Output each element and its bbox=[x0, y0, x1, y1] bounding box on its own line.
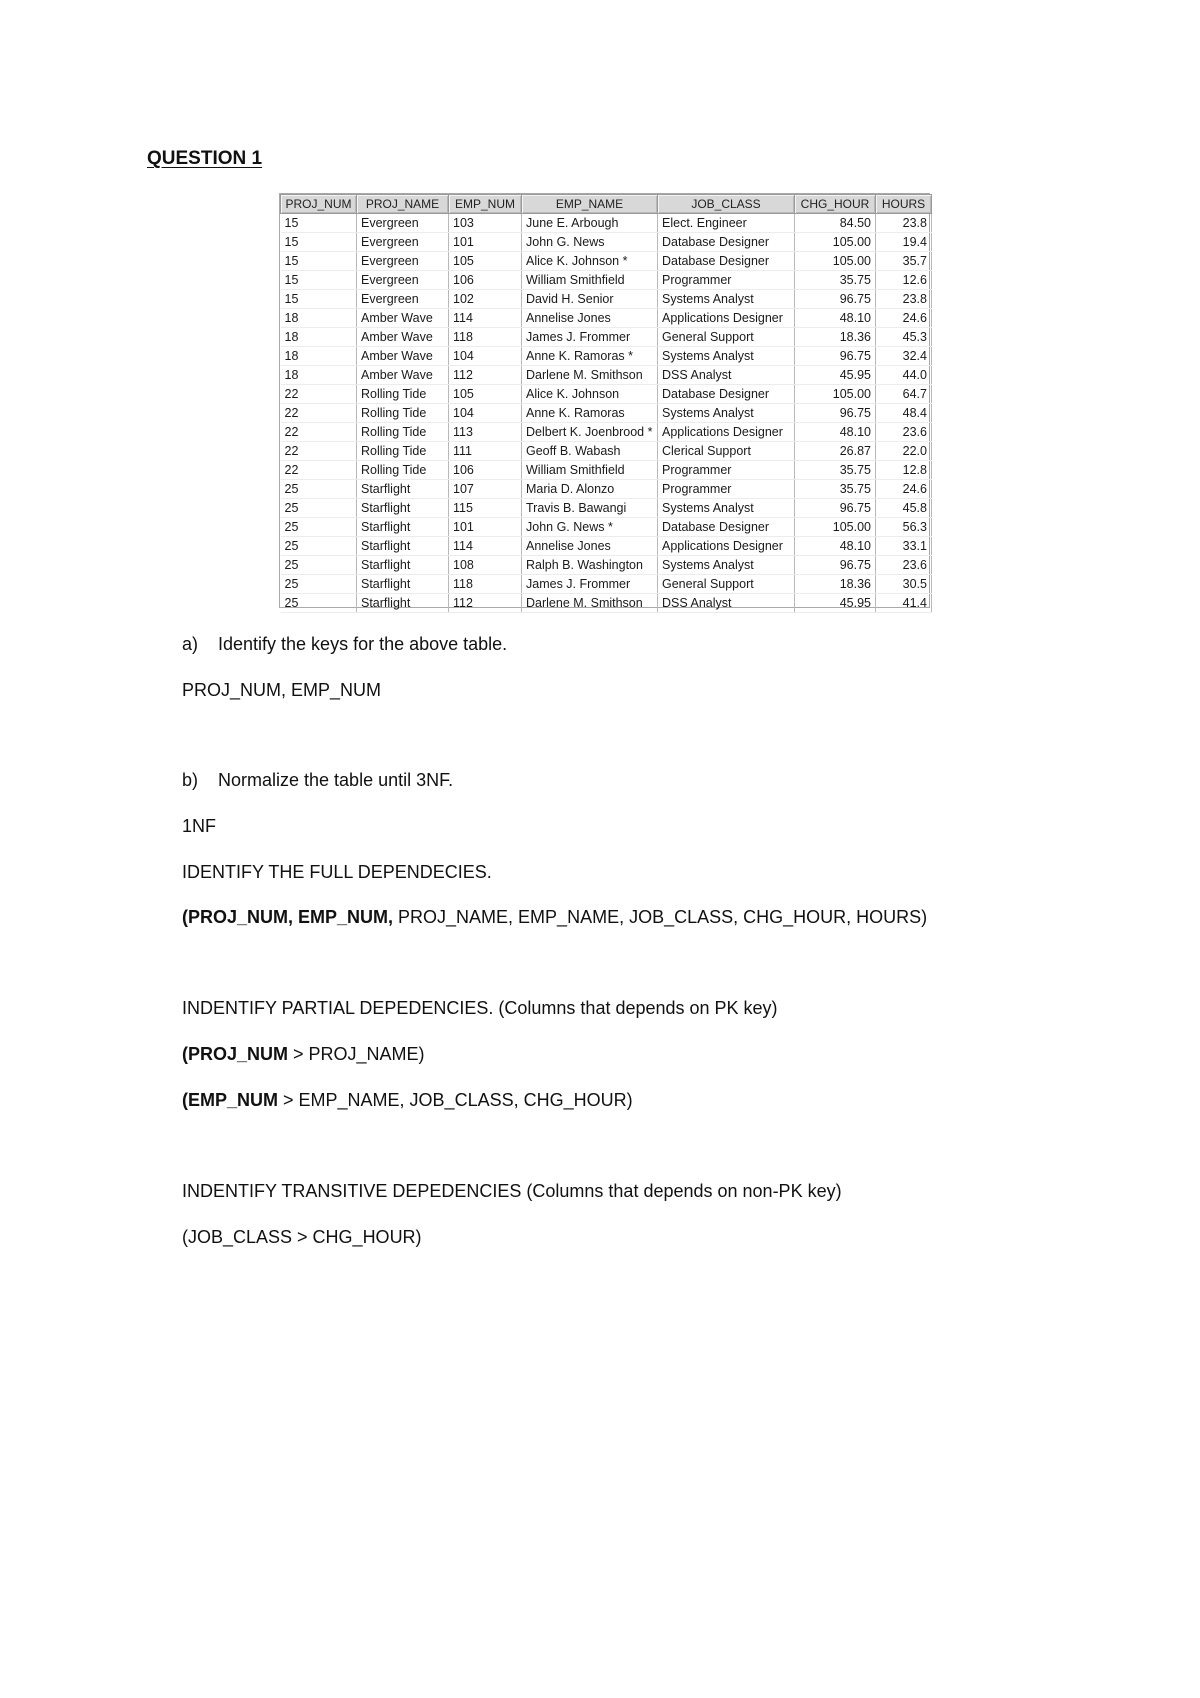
part-a-label: a) bbox=[182, 634, 199, 654]
table-cell: Applications Designer bbox=[658, 537, 795, 556]
table-cell: 35.75 bbox=[795, 480, 876, 499]
table-cell: 22.0 bbox=[876, 442, 932, 461]
table-cell: John G. News * bbox=[522, 518, 658, 537]
table-cell: Evergreen bbox=[357, 252, 449, 271]
partial-dependency-2-key: (EMP_NUM bbox=[182, 1090, 279, 1110]
table-cell: 41.4 bbox=[876, 594, 932, 613]
table-cell: 104 bbox=[449, 347, 522, 366]
full-dependencies-heading: IDENTIFY THE FULL DEPENDECIES. bbox=[182, 862, 492, 882]
table-cell: DSS Analyst bbox=[658, 594, 795, 613]
table-cell: Starflight bbox=[357, 480, 449, 499]
table-cell: Evergreen bbox=[357, 233, 449, 252]
table-cell: 35.7 bbox=[876, 252, 932, 271]
table-cell: James J. Frommer bbox=[522, 575, 658, 594]
table-cell: Alice K. Johnson bbox=[522, 385, 658, 404]
part-a-question bbox=[182, 634, 507, 655]
table-cell: Ralph B. Washington bbox=[522, 556, 658, 575]
table-cell: Applications Designer bbox=[658, 423, 795, 442]
table-cell: Maria D. Alonzo bbox=[522, 480, 658, 499]
table-cell: Rolling Tide bbox=[357, 385, 449, 404]
table-row bbox=[281, 575, 932, 594]
table-cell: William Smithfield bbox=[522, 271, 658, 290]
table-cell: 118 bbox=[449, 575, 522, 594]
table-cell: Systems Analyst bbox=[658, 556, 795, 575]
table-cell: Darlene M. Smithson bbox=[522, 594, 658, 613]
table-cell: 33.1 bbox=[876, 537, 932, 556]
table-cell: Amber Wave bbox=[357, 309, 449, 328]
transitive-dependency-1: (JOB_CLASS > CHG_HOUR) bbox=[182, 1227, 422, 1247]
table-row bbox=[281, 233, 932, 252]
table-cell: Amber Wave bbox=[357, 366, 449, 385]
table-cell: Rolling Tide bbox=[357, 404, 449, 423]
table-cell: 115 bbox=[449, 499, 522, 518]
table-cell: 25 bbox=[281, 499, 357, 518]
table-row bbox=[281, 556, 932, 575]
partial-dependency-1 bbox=[182, 1044, 425, 1065]
table-cell: Programmer bbox=[658, 271, 795, 290]
table-cell: 23.6 bbox=[876, 423, 932, 442]
column-header: EMP_NAME bbox=[522, 195, 658, 214]
table-cell: 112 bbox=[449, 366, 522, 385]
table-row bbox=[281, 518, 932, 537]
table-cell: 19.4 bbox=[876, 233, 932, 252]
table-row bbox=[281, 423, 932, 442]
part-b-question bbox=[182, 770, 453, 791]
table-cell: 32.4 bbox=[876, 347, 932, 366]
part-b-text: Normalize the table until 3NF. bbox=[218, 770, 454, 790]
table-cell: Rolling Tide bbox=[357, 423, 449, 442]
table-cell: 48.10 bbox=[795, 537, 876, 556]
table-cell: 105.00 bbox=[795, 252, 876, 271]
table-cell: Evergreen bbox=[357, 214, 449, 233]
table-cell: 35.75 bbox=[795, 271, 876, 290]
table-cell: 113 bbox=[449, 423, 522, 442]
table-cell: 18 bbox=[281, 309, 357, 328]
table-cell: 15 bbox=[281, 214, 357, 233]
table-cell: 22 bbox=[281, 385, 357, 404]
table-cell: 45.8 bbox=[876, 499, 932, 518]
table-row bbox=[281, 594, 932, 613]
table-cell: 18 bbox=[281, 347, 357, 366]
partial-dependencies-heading: INDENTIFY PARTIAL DEPEDENCIES. (Columns that depends on PK key) bbox=[182, 998, 778, 1018]
table-cell: William Smithfield bbox=[522, 461, 658, 480]
table-cell: Annelise Jones bbox=[522, 309, 658, 328]
table-cell: Starflight bbox=[357, 518, 449, 537]
table-row bbox=[281, 328, 932, 347]
table-cell: 105.00 bbox=[795, 233, 876, 252]
table-cell: 18 bbox=[281, 366, 357, 385]
partial-dependency-2 bbox=[182, 1090, 633, 1111]
table-cell: 23.6 bbox=[876, 556, 932, 575]
table-cell: Programmer bbox=[658, 480, 795, 499]
part-b-label: b) bbox=[182, 770, 199, 790]
table-cell: 96.75 bbox=[795, 499, 876, 518]
table-cell: Starflight bbox=[357, 537, 449, 556]
table-header-row bbox=[281, 195, 932, 214]
table-cell: Database Designer bbox=[658, 233, 795, 252]
table-cell: 22 bbox=[281, 442, 357, 461]
table-cell: 96.75 bbox=[795, 290, 876, 309]
transitive-dependencies-heading: INDENTIFY TRANSITIVE DEPEDENCIES (Columns that depends on non-PK key) bbox=[182, 1181, 842, 1201]
table-cell: 25 bbox=[281, 480, 357, 499]
table-cell: 114 bbox=[449, 309, 522, 328]
table-cell: 15 bbox=[281, 252, 357, 271]
table-cell: Systems Analyst bbox=[658, 290, 795, 309]
table-cell: David H. Senior bbox=[522, 290, 658, 309]
table-cell: 30.5 bbox=[876, 575, 932, 594]
table-cell: 108 bbox=[449, 556, 522, 575]
table-cell: 18.36 bbox=[795, 575, 876, 594]
table-cell: 15 bbox=[281, 271, 357, 290]
full-dependencies bbox=[182, 907, 927, 928]
table-cell: 104 bbox=[449, 404, 522, 423]
table-cell: 24.6 bbox=[876, 309, 932, 328]
column-header: HOURS bbox=[876, 195, 932, 214]
table-cell: John G. News bbox=[522, 233, 658, 252]
table-cell: Evergreen bbox=[357, 271, 449, 290]
table-cell: Rolling Tide bbox=[357, 461, 449, 480]
table-cell: Rolling Tide bbox=[357, 442, 449, 461]
table-cell: 12.8 bbox=[876, 461, 932, 480]
table-cell: 84.50 bbox=[795, 214, 876, 233]
table-cell: 105 bbox=[449, 252, 522, 271]
table-cell: 12.6 bbox=[876, 271, 932, 290]
data-table bbox=[280, 194, 932, 613]
table-cell: Systems Analyst bbox=[658, 499, 795, 518]
table-cell: June E. Arbough bbox=[522, 214, 658, 233]
nf-heading: 1NF bbox=[182, 816, 217, 836]
table-cell: 106 bbox=[449, 271, 522, 290]
table-cell: Travis B. Bawangi bbox=[522, 499, 658, 518]
table-cell: Amber Wave bbox=[357, 328, 449, 347]
table-cell: 105.00 bbox=[795, 385, 876, 404]
full-dependencies-columns: PROJ_NAME, EMP_NAME, JOB_CLASS, CHG_HOUR, HOURS) bbox=[393, 907, 928, 927]
table-cell: 23.8 bbox=[876, 214, 932, 233]
table-cell: 118 bbox=[449, 328, 522, 347]
table-cell: Darlene M. Smithson bbox=[522, 366, 658, 385]
table-cell: Anne K. Ramoras bbox=[522, 404, 658, 423]
table-cell: 106 bbox=[449, 461, 522, 480]
column-header: EMP_NUM bbox=[449, 195, 522, 214]
partial-dependency-1-columns: > PROJ_NAME) bbox=[288, 1044, 425, 1064]
partial-dependency-1-key: (PROJ_NUM bbox=[182, 1044, 289, 1064]
table-cell: Database Designer bbox=[658, 252, 795, 271]
table-cell: 25 bbox=[281, 575, 357, 594]
table-cell: 102 bbox=[449, 290, 522, 309]
table-cell: 103 bbox=[449, 214, 522, 233]
table-cell: 45.95 bbox=[795, 366, 876, 385]
table-cell: 112 bbox=[449, 594, 522, 613]
table-cell: 45.95 bbox=[795, 594, 876, 613]
table-cell: Database Designer bbox=[658, 518, 795, 537]
table-cell: 44.0 bbox=[876, 366, 932, 385]
table-cell: 56.3 bbox=[876, 518, 932, 537]
table-row bbox=[281, 309, 932, 328]
table-row bbox=[281, 461, 932, 480]
table-cell: 22 bbox=[281, 404, 357, 423]
table-cell: Alice K. Johnson * bbox=[522, 252, 658, 271]
table-row bbox=[281, 252, 932, 271]
table-cell: 25 bbox=[281, 518, 357, 537]
table-cell: Anne K. Ramoras * bbox=[522, 347, 658, 366]
table-cell: Clerical Support bbox=[658, 442, 795, 461]
part-a-answer: PROJ_NUM, EMP_NUM bbox=[182, 680, 382, 700]
table-cell: 64.7 bbox=[876, 385, 932, 404]
table-cell: Delbert K. Joenbrood * bbox=[522, 423, 658, 442]
column-header: PROJ_NUM bbox=[281, 195, 357, 214]
table-cell: Geoff B. Wabash bbox=[522, 442, 658, 461]
table-cell: 25 bbox=[281, 537, 357, 556]
table-cell: DSS Analyst bbox=[658, 366, 795, 385]
table-cell: 96.75 bbox=[795, 404, 876, 423]
table-cell: 96.75 bbox=[795, 347, 876, 366]
table-row bbox=[281, 214, 932, 233]
table-row bbox=[281, 537, 932, 556]
column-header: JOB_CLASS bbox=[658, 195, 795, 214]
table-cell: Annelise Jones bbox=[522, 537, 658, 556]
partial-dependency-2-columns: > EMP_NAME, JOB_CLASS, CHG_HOUR) bbox=[278, 1090, 633, 1110]
table-cell: Starflight bbox=[357, 499, 449, 518]
column-header: CHG_HOUR bbox=[795, 195, 876, 214]
table-cell: Systems Analyst bbox=[658, 347, 795, 366]
table-cell: 22 bbox=[281, 423, 357, 442]
table-cell: 15 bbox=[281, 290, 357, 309]
question-title: QUESTION 1 bbox=[147, 148, 263, 169]
table-cell: 25 bbox=[281, 556, 357, 575]
table-cell: 96.75 bbox=[795, 556, 876, 575]
table-cell: 24.6 bbox=[876, 480, 932, 499]
table-cell: 18.36 bbox=[795, 328, 876, 347]
table-cell: Systems Analyst bbox=[658, 404, 795, 423]
table-cell: Elect. Engineer bbox=[658, 214, 795, 233]
table-row bbox=[281, 290, 932, 309]
table-cell: Starflight bbox=[357, 575, 449, 594]
table-cell: 105.00 bbox=[795, 518, 876, 537]
table-cell: Evergreen bbox=[357, 290, 449, 309]
column-header: PROJ_NAME bbox=[357, 195, 449, 214]
table-row bbox=[281, 404, 932, 423]
table-cell: Programmer bbox=[658, 461, 795, 480]
table-cell: 18 bbox=[281, 328, 357, 347]
full-dependencies-keys: (PROJ_NUM, EMP_NUM, bbox=[182, 907, 394, 927]
table-row bbox=[281, 480, 932, 499]
part-a-text: Identify the keys for the above table. bbox=[218, 634, 508, 654]
table-cell: James J. Frommer bbox=[522, 328, 658, 347]
table-row bbox=[281, 271, 932, 290]
table-cell: Starflight bbox=[357, 556, 449, 575]
table-cell: Applications Designer bbox=[658, 309, 795, 328]
table-row bbox=[281, 385, 932, 404]
table-cell: 48.4 bbox=[876, 404, 932, 423]
table-row bbox=[281, 347, 932, 366]
table-cell: General Support bbox=[658, 575, 795, 594]
table-cell: 111 bbox=[449, 442, 522, 461]
data-table-image bbox=[279, 193, 930, 608]
table-cell: 48.10 bbox=[795, 423, 876, 442]
table-cell: 48.10 bbox=[795, 309, 876, 328]
table-cell: Database Designer bbox=[658, 385, 795, 404]
table-cell: 107 bbox=[449, 480, 522, 499]
table-cell: 15 bbox=[281, 233, 357, 252]
table-cell: 101 bbox=[449, 233, 522, 252]
table-cell: Starflight bbox=[357, 594, 449, 613]
table-cell: 35.75 bbox=[795, 461, 876, 480]
table-cell: 114 bbox=[449, 537, 522, 556]
table-row bbox=[281, 442, 932, 461]
table-cell: 101 bbox=[449, 518, 522, 537]
table-cell: 23.8 bbox=[876, 290, 932, 309]
table-cell: 45.3 bbox=[876, 328, 932, 347]
table-row bbox=[281, 499, 932, 518]
table-cell: 105 bbox=[449, 385, 522, 404]
table-cell: 25 bbox=[281, 594, 357, 613]
table-cell: Amber Wave bbox=[357, 347, 449, 366]
table-cell: 22 bbox=[281, 461, 357, 480]
table-cell: General Support bbox=[658, 328, 795, 347]
table-row bbox=[281, 366, 932, 385]
table-cell: 26.87 bbox=[795, 442, 876, 461]
